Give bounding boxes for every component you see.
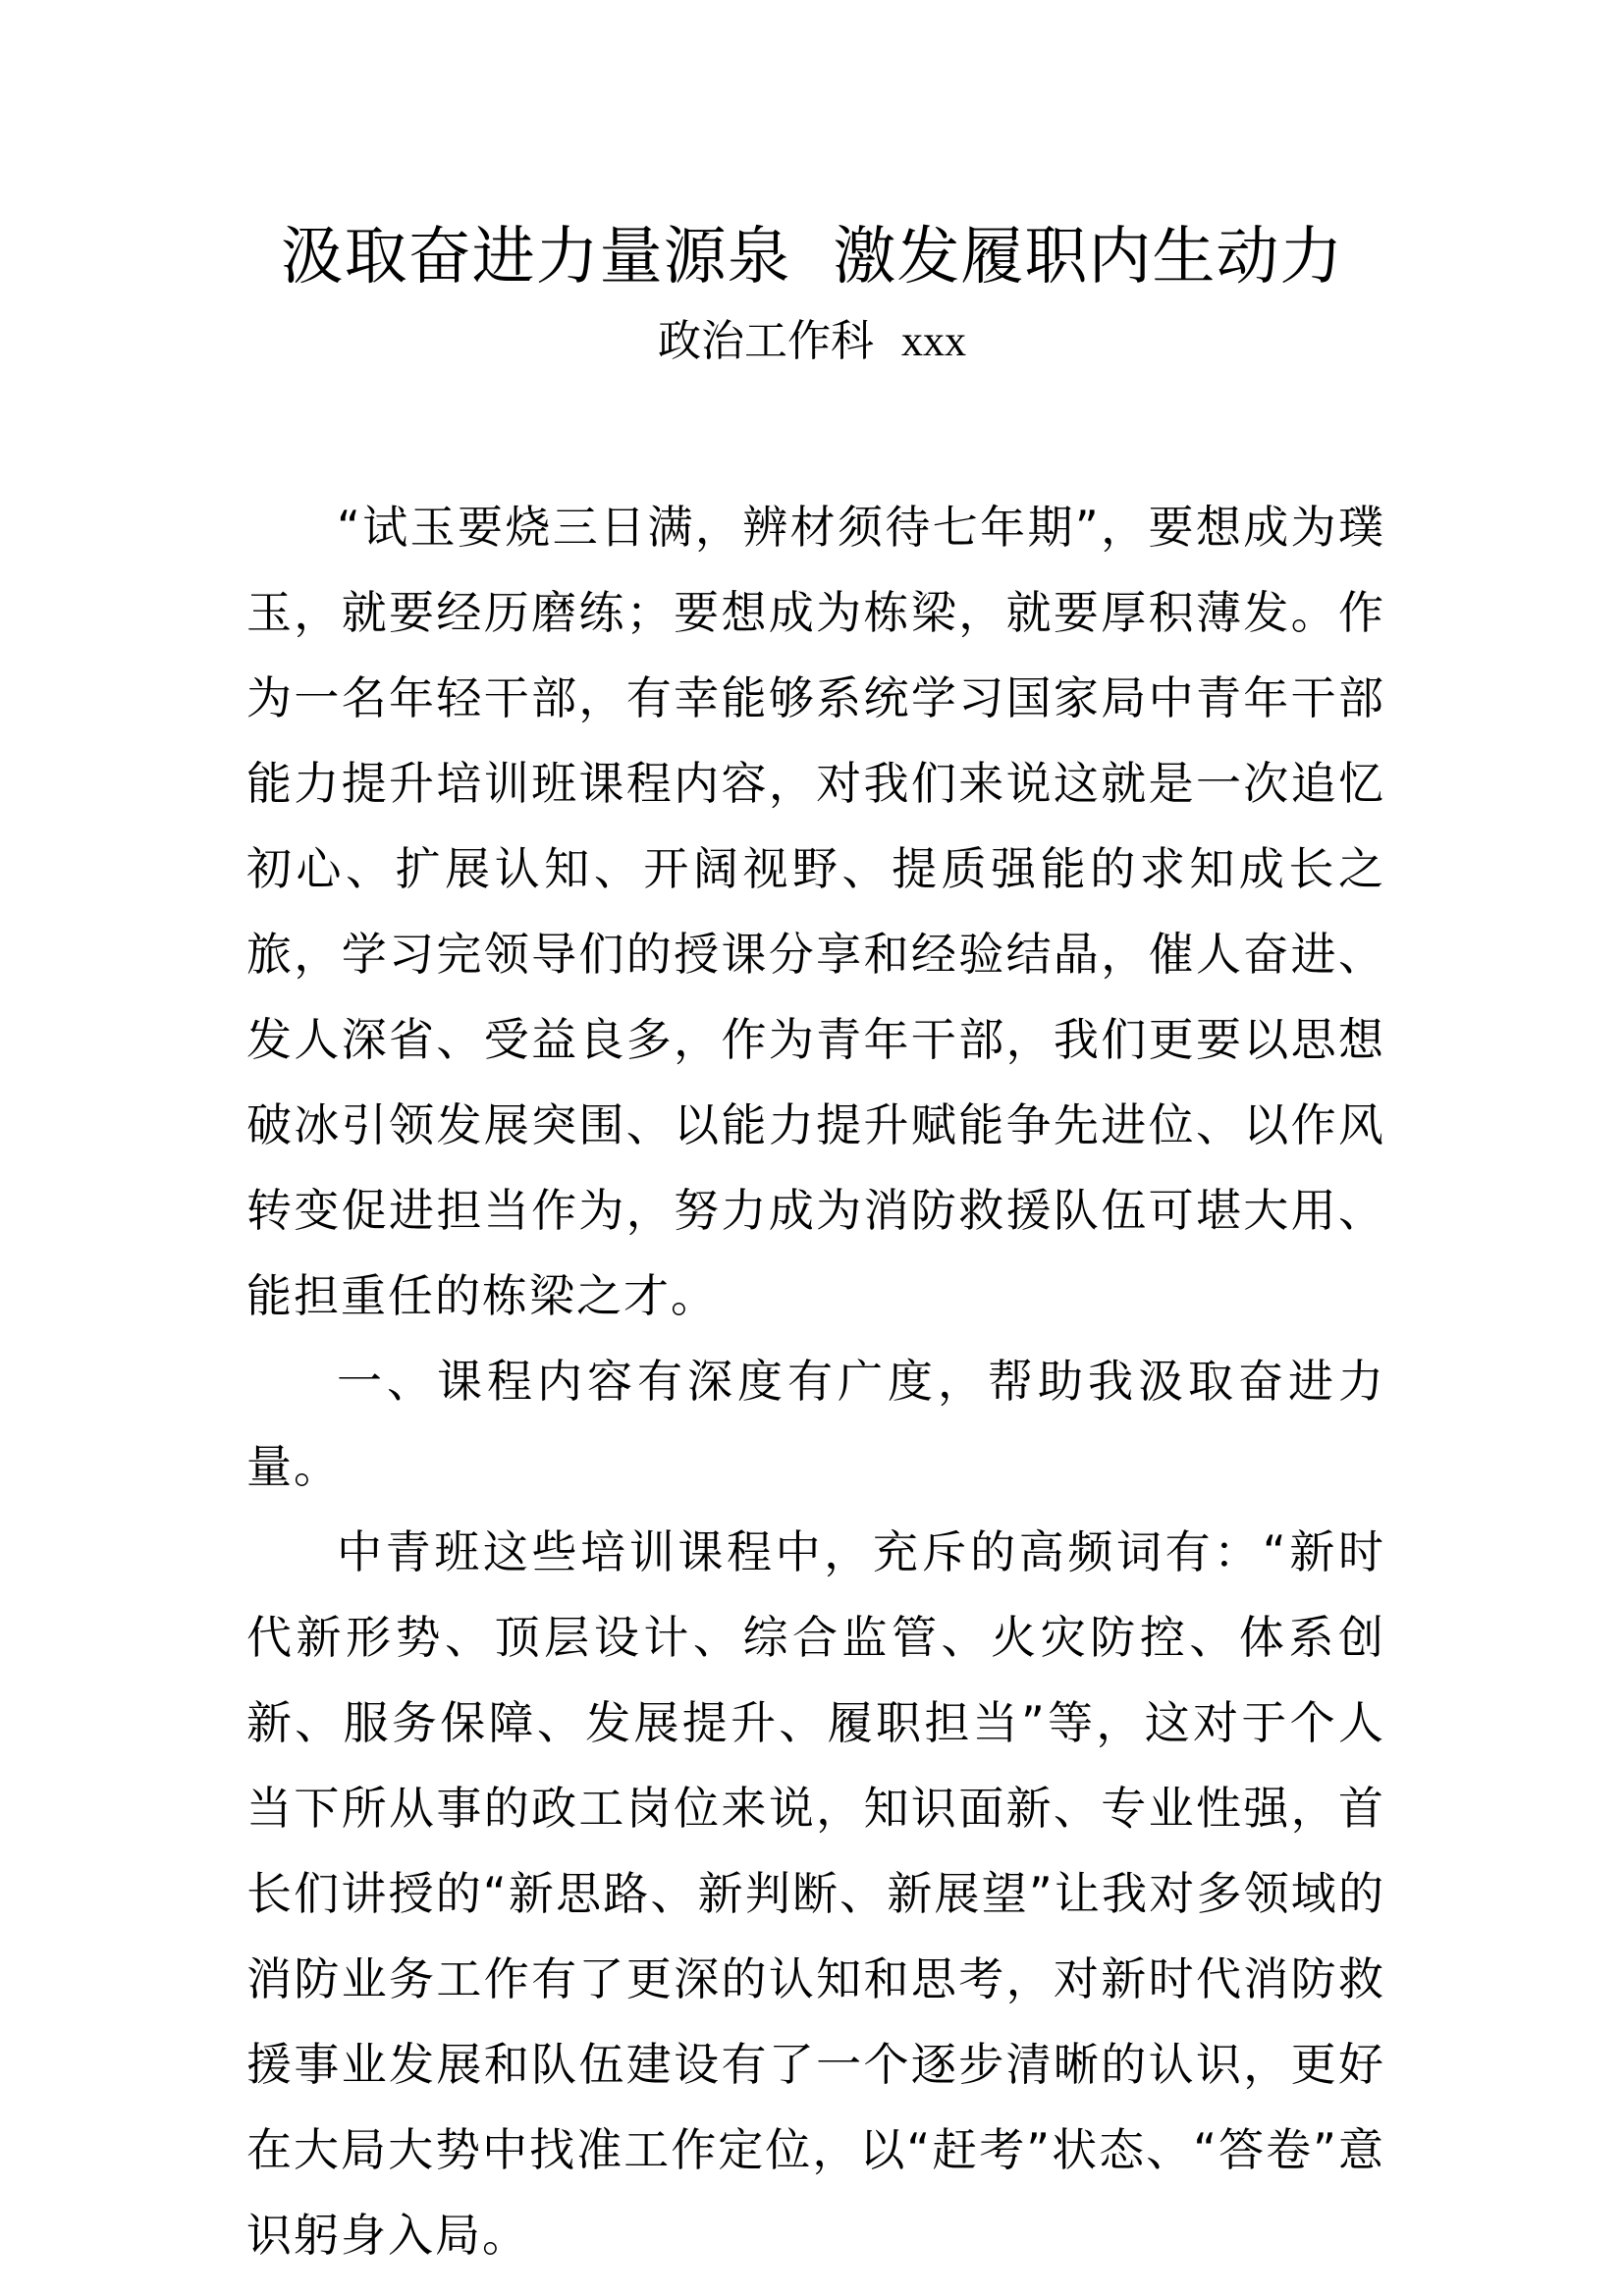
document-body [246,485,1385,2278]
section-heading-1: 一、课程内容有深度有广度，帮助我汲取奋进力量。 [246,1355,1385,1493]
document-title: 汲取奋进力量源泉 激发履职内生动力 [280,221,1344,294]
byline [0,312,1624,371]
byline-department: 政治工作科 [658,316,874,366]
paragraph-intro: “试玉要烧三日满，辨材须待七年期”，要想成为璞玉，就要经历磨练；要想成为栋梁，就要厚积薄发。作为一名年轻干部，有幸能够系统学习国家局中青年干部能力提升培训班课程内容，对我们来说这就是一次追忆初心、扩展认知、开阔视野、提质强能的求知成长之旅，学习完领导们的授课分享和经验结晶，催人奋进、发人深省、受益良多，作为青年干部，我们更要以思想破冰引领发展突围、以能力提升赋能争先进位、以作风转变促进担当作为，努力成为消防救援队伍可堪大用、能担重任的栋梁之才。 [246,501,1385,1322]
byline-author: xxx [900,317,966,365]
paragraph-section-1: 中青班这些培训课程中，充斥的高频词有：“新时代新形势、顶层设计、综合监管、火灾防控、体系创新、服务保障、发展提升、履职担当”等，这对于个人当下所从事的政工岗位来说，知识面新、专业性强，首长们讲授的“新思路、新判断、新展望”让我对多领域的消防业务工作有了更深的认知和思考，对新时代消防救援事业发展和队伍建设有了一个逐步清晰的认识，更好在大局大势中找准工作定位，以“赶考”状态、“答卷”意识躬身入局。 [246,1525,1385,2262]
